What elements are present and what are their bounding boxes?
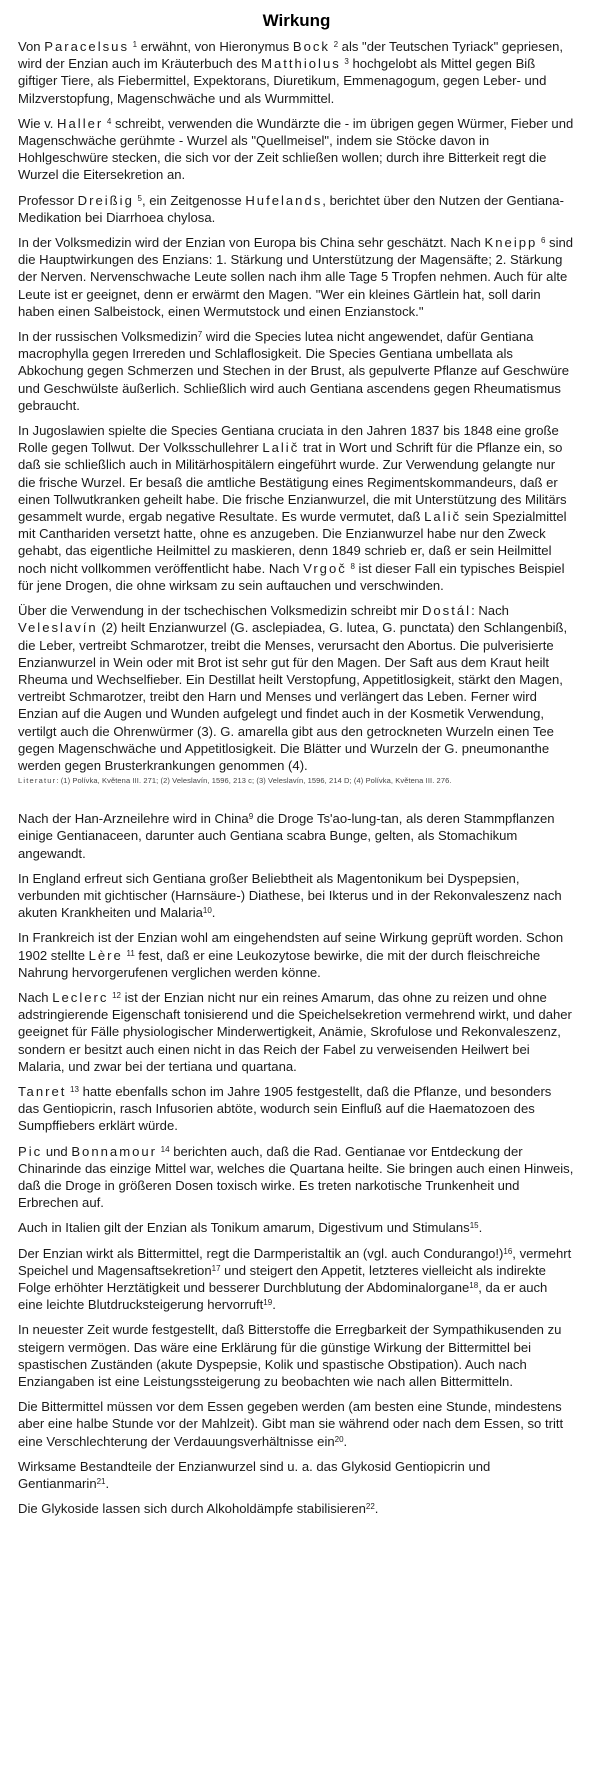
- author-name: Lalič: [424, 509, 462, 525]
- paragraph: [18, 115, 575, 184]
- footnote-ref: 2: [333, 40, 339, 49]
- footnote-ref: 14: [160, 1144, 170, 1154]
- footnote-ref: 19: [263, 1298, 273, 1308]
- paragraph: [18, 1321, 575, 1390]
- text-run: Die Glykoside lassen sich durch Alkoholdämpfe stabilisieren: [18, 1501, 366, 1517]
- text-run: In Frankreich ist der Enzian wohl am eingehendsten auf seine Wirkung geprüft worden. Schon 1902 stellte: [18, 930, 564, 963]
- page-title: Wirkung: [262, 11, 331, 30]
- text-run: und: [42, 1143, 72, 1159]
- author-name: Vrgoč: [303, 560, 347, 576]
- footnote-ref: 16: [503, 1246, 513, 1256]
- footnote-ref: 7: [197, 330, 203, 340]
- author-name: Dreißig: [77, 192, 134, 208]
- text-run: trat in Wort und Schrift für die Pflanze ein, so daß sie schließlich auch in Militärhospitälern eingeführt wurde. Zur Verwendung gelangte nur die frische Wurzel. Er besaß die amtliche Bestätigung eines Regimentskommandeurs, daß er einen Tollwutkranken geheilt habe. Die frische Enzianwurzel, die mit Unterstützung des Militärs gesammelt wurde, ergab negative Resultate. Es wurde vermutet, daß: [18, 440, 567, 525]
- author-name: Veleslavín: [18, 620, 98, 636]
- footnote-ref: 11: [126, 948, 135, 958]
- footnote-ref: 8: [350, 561, 355, 571]
- footnote-ref: 12: [112, 990, 121, 1000]
- footnote-ref: 10: [202, 906, 212, 916]
- text-run: berichten auch, daß die Rad. Gentianae vor Entdeckung der Chinarinde das einzige Mittel war, welches die Quartana heilte. Sie bringen auch einen Hinweis, daß die Droge in größeren Dosen toxisch wirke. Es treten narkotische Trunkenheit und Erbrechen auf.: [18, 1143, 574, 1211]
- text-run: ist der Enzian nicht nur ein reines Amarum, das ohne zu reizen und ohne adstringierende Eigenschaft tonisierend und die Speichelsekretion vermehrend wirkt, und daher geeignet für Fälle physiologischer Minderwertigkeit, Anämie, Skrofulose und Rekonvaleszenz, sondern er besitzt auch einen nicht in das Reich der Fabel zu verweisenden Heilwert bei Malaria, und zwar bei der tertiana und quartana.: [18, 989, 572, 1074]
- text-run: ist dieser Fall ein typisches Beispiel für jene Drogen, die ohne wirksam zu sein auftauchen und verschwinden.: [18, 560, 565, 593]
- text-run: hatte ebenfalls schon im Jahre 1905 festgestellt, daß die Pflanze, und besonders das Gentiopicrin, rasch Infusorien abtöte, wodurch sein Einfluß auf die Haematozoen des Sumpffiebers erklärt würde.: [18, 1083, 552, 1134]
- author-name: Kneipp: [484, 235, 538, 251]
- text-run: Professor: [18, 192, 78, 208]
- footnote-ref: 5: [137, 193, 142, 203]
- text-run: Wirksame Bestandteile der Enzianwurzel sind u. a. das Glykosid Gentiopicrin und Gentianmarin: [18, 1458, 491, 1492]
- literature-note: [18, 776, 575, 786]
- text-run: , da er auch eine leichte Blutdrucksteigerung hervorruft: [18, 1280, 548, 1313]
- author-name: Literatur: [18, 776, 57, 786]
- text-run: fest, daß er eine Leukozytose bewirke, die mit der durch fleischreiche Nahrung hervorgerufenen verglichen werden könne.: [18, 947, 541, 980]
- text-run: als "der Teutschen Tyriack" gepriesen, wird der Enzian auch im Kräuterbuch des: [18, 39, 564, 72]
- text-run: .: [343, 1433, 348, 1449]
- author-name: Lère: [88, 947, 123, 963]
- text-run: Über die Verwendung in der tschechischen Volksmedizin schreibt mir: [18, 603, 422, 619]
- document-body: [18, 38, 575, 1517]
- footnote-ref: 18: [469, 1281, 479, 1290]
- text-run: Nach: [18, 989, 53, 1005]
- text-run: (2) heilt Enzianwurzel (G. asclepiadea, G. lutea, G. punctata) den Schlangenbiß, die Leber, vertreibt Schmarotzer, treibt die Menses, verursacht den Abortus. Die pulverisierte Enzianwurzel in Wein oder mit Brot ist sehr gut für den Magen. Der Saft aus dem Kraut heilt Rheuma und Wechselfieber. Ein Destillat heilt Verstopfung, Appetitlosigkeit, stärkt den Magen, vertreibt Schmarotzer, treibt den Harn und Menses und verlängert das Leben. Ferner wird Enzian auf die Augen und Wunden aufgelegt und findet auch in der Kosmetik Verwendung, vertilgt auch die Ohrenwürmer (3). G. amarella gibt aus den getrockneten Wurzeln einen Tee gegen Magenschwäche und Appetitlosigkeit. Die Blätter und Wurzeln der G. pneumonanthe werden gegen Brusterkrankungen genommen (4).: [18, 620, 568, 773]
- paragraph: [18, 1500, 575, 1517]
- paragraph: [18, 234, 575, 320]
- author-name: Matthiolus: [261, 56, 341, 72]
- text-run: In der Volksmedizin wird der Enzian von Europa bis China sehr geschätzt. Nach: [18, 235, 485, 251]
- text-run: , vermehrt Speichel und Magensaftsekretion: [18, 1245, 572, 1278]
- footnote-ref: 1: [132, 40, 138, 49]
- text-run: Nach der Han-Arzneilehre wird in China: [18, 811, 249, 827]
- text-run: Auch in Italien gilt der Enzian als Tonikum amarum, Digestivum und Stimulans: [18, 1220, 470, 1236]
- footnote-ref: 15: [469, 1221, 479, 1231]
- paragraph: [18, 810, 575, 862]
- text-run: In neuester Zeit wurde festgestellt, daß Bitterstoffe die Erregbarkeit der Sympathikusenden zu steigern vermögen. Das wäre eine Erklärung für die günstige Wirkung der Bittermittel bei spastischen Zuständen (akute Dyspepsie, Kolik und spastische Obstipation). Auch nach Enziangaben ist eine Leistungssteigerung zu beobachten wie nach allen Bittermitteln.: [18, 1322, 562, 1390]
- text-run: wird die Species lutea nicht angewendet, dafür Gentiana macrophylla gegen Irrereden und Schlaflosigkeit. Die Species Gentiana umbellata als Abkochung gegen Schmerzen und Stechen in der Brust, als gepulverte Pflanze auf Geschwüre und Geschwülste äußerlich. Schließlich wird auch Gentiana ascendens gegen Rheumatismus gebraucht.: [18, 329, 569, 413]
- footnote-ref: 6: [540, 236, 546, 246]
- text-run: .: [272, 1297, 276, 1313]
- text-run: : Nach: [471, 603, 509, 619]
- author-name: Lalič: [262, 440, 300, 456]
- footnote-ref: 21: [96, 1477, 106, 1487]
- text-run: .: [478, 1220, 483, 1236]
- text-run: , ein Zeitgenosse: [141, 192, 246, 208]
- text-run: Von: [18, 39, 45, 54]
- author-name: Bonnamour: [71, 1143, 158, 1159]
- text-run: In Jugoslawien spielte die Species Gentiana cruciata in den Jahren 1837 bis 1848 eine große Rolle gegen Tollwut. Der Volksschullehrer: [18, 423, 559, 456]
- footnote-ref: 9: [248, 812, 254, 822]
- paragraph: [18, 1398, 575, 1450]
- author-name: Tanret: [18, 1083, 67, 1099]
- text-run: .: [105, 1476, 110, 1492]
- text-run: schreibt, verwenden die Wundärzte die - im übrigen gegen Würmer, Fieber und Magenschwäche gerühmte - Wurzel als "Quellmeisel", indem sie Stöcke davon in Hohlgeschwüre stecken, die sich vor der Zeit schließen wollen; durch ihre Bitterkeit regt die Wurzel die Eitersekretion an.: [18, 115, 574, 183]
- author-name: Dostál: [421, 603, 472, 619]
- paragraph: [18, 328, 575, 414]
- author-name: Leclerc: [52, 989, 109, 1005]
- author-name: Pic: [18, 1143, 43, 1159]
- paragraph: [18, 1458, 575, 1492]
- text-run: hochgelobt als Mittel gegen Biß giftiger Tiere, als Fiebermittel, Expektorans, Diuretikum, Emmenagogum, gegen Leber- und Milzverstopfung, Magenschwäche und als Wurmmittel.: [18, 56, 547, 106]
- paragraph: [18, 422, 575, 594]
- author-name: Hufelands: [245, 192, 323, 208]
- author-name: Bock: [292, 39, 330, 54]
- footnote-ref: 20: [334, 1434, 344, 1444]
- footnote-ref: 13: [70, 1084, 79, 1094]
- paragraph: [18, 870, 575, 922]
- text-run: In der russischen Volksmedizin: [18, 329, 198, 345]
- text-run: sein Spezialmittel mit Canthariden versetzt hatte, ohne es anzugeben. Die Enzianwurzel habe nur den Zweck gehabt, das eigentliche Heilmittel zu maskieren, denn 1849 schrieb er, daß er sein Heilmittel noch nicht vollkommen veröffentlicht habe. Nach: [18, 509, 567, 576]
- text-run: die Droge Ts'ao-lung-tan, als deren Stammpflanzen einige Gentianaceen, darunter auch Gentiana scabra Bunge, gelten, als Stomachikum angewandt.: [18, 811, 555, 861]
- paragraph: [18, 1083, 575, 1135]
- paragraph: [18, 602, 575, 774]
- text-run: erwähnt, von Hieronymus: [137, 39, 293, 54]
- author-name: Paracelsus: [44, 39, 129, 54]
- text-run: .: [374, 1501, 379, 1517]
- paragraph: [18, 1219, 575, 1236]
- text-run: Der Enzian wirkt als Bittermittel, regt die Darmperistaltik an (vgl. auch Condurango!): [18, 1245, 504, 1261]
- footnote-ref: 17: [211, 1263, 221, 1273]
- footnote-ref: 22: [365, 1502, 375, 1512]
- footnote-ref: 4: [106, 116, 112, 126]
- paragraph: [18, 38, 575, 107]
- text-run: Die Bittermittel müssen vor dem Essen gegeben werden (am besten eine Stunde, mindestens aber eine halbe Stunde vor der Mahlzeit). Gibt man sie während oder nach dem Essen, so tritt eine Verschlechterung der Verdauungsverhältnisse ein: [18, 1399, 564, 1449]
- document-page: [18, 10, 575, 1525]
- paragraph: [18, 929, 575, 981]
- footnote-ref: 3: [344, 57, 349, 67]
- text-run: und steigert den Appetit, letzteres vielleicht als indirekte Folge erhöhter Herztätigkeit und besserer Durchblutung der Abdominalorgane: [18, 1262, 546, 1295]
- paragraph: [18, 1245, 575, 1314]
- author-name: Haller: [57, 115, 104, 131]
- paragraph: [18, 989, 575, 1075]
- text-run: , berichtet über den Nutzen der Gentiana-Medikation bei Diarrhoea chylosa.: [18, 192, 564, 225]
- text-run: In England erfreut sich Gentiana großer Beliebtheit als Magentonikum bei Dyspepsien, verbunden mit gichtischer (Harnsäure-) Diathese, bei Ikterus und in der Rekonvaleszenz nach akuten Krankheiten und Malaria: [18, 870, 562, 921]
- text-run: : (1) Polívka, Květena III. 271; (2) Veleslavín, 1596, 213 c; (3) Veleslavín, 1596, 214 D; (4) Polívka, Květena III. 276.: [56, 776, 452, 786]
- text-run: Wie v.: [18, 115, 58, 131]
- text-run: sind die Hauptwirkungen des Enzians: 1. Stärkung und Unterstützung der Magensäfte; 2. Stärkung der Nerven. Nervenschwache Leute sollen nach ihm alle Tage 5 Tropfen nehmen. Auch für alte Leute ist er geeignet, denn er erwärmt den Magen. "Wer ein kleines Gärtlein hat, soll darin haben einen Salbeistock, einen Wermutstock und einen Enzianstock.": [18, 235, 574, 319]
- text-run: .: [211, 905, 216, 921]
- paragraph: [18, 192, 575, 226]
- paragraph: [18, 1143, 575, 1212]
